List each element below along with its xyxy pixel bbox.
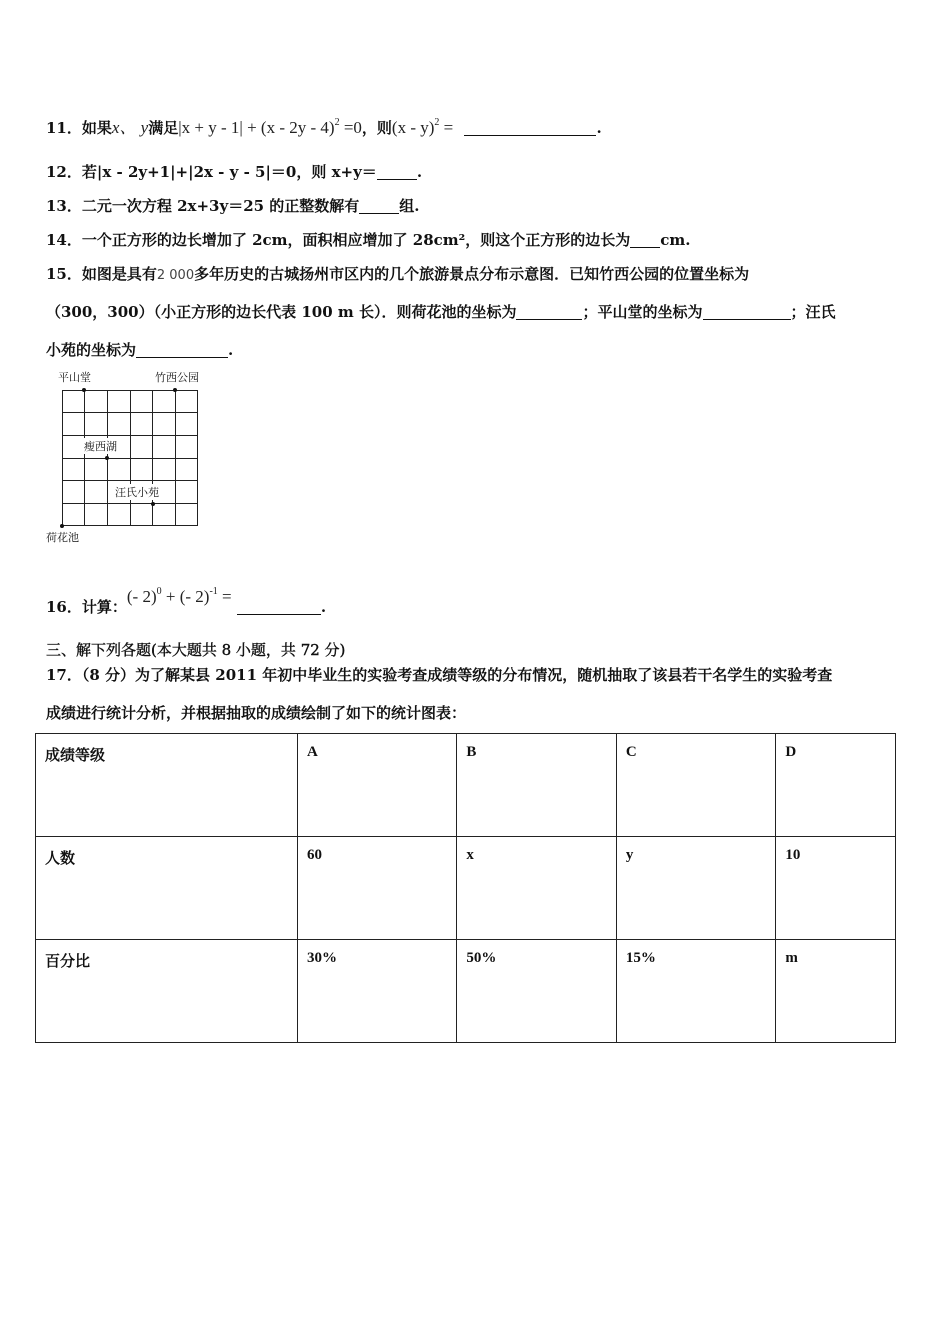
table-cell: 15% — [616, 940, 775, 1043]
point-hehuachi — [60, 524, 64, 528]
q15-text-f: 小苑的坐标为 — [46, 341, 137, 359]
table-cell: 成绩等级 — [36, 734, 298, 837]
q15-blank-wangshi[interactable] — [136, 343, 228, 358]
table-cell: 百分比 — [36, 940, 298, 1043]
table-cell: x — [457, 837, 616, 940]
q15-blank-hehuachi[interactable] — [516, 305, 582, 320]
q14-answer-blank[interactable] — [630, 233, 660, 248]
q13-end: 组. — [399, 197, 420, 215]
table-row-count — [36, 837, 896, 940]
q16-expression: (- 2)$^0$ + (- 2)$^{-1}$ = — [126, 586, 232, 606]
section-3-title: 三、解下列各题(本大题共 8 小题，共 72 分) — [46, 641, 346, 659]
label-wangshi-garden: 汪氏小苑 — [115, 486, 159, 499]
q15-text-d: ；平山堂的坐标为 — [582, 303, 703, 321]
point-shouxihu — [105, 456, 109, 460]
table-cell: 60 — [297, 837, 456, 940]
q16-end: . — [320, 598, 327, 616]
table-row-percent — [36, 940, 896, 1043]
label-zhuxi-park: 竹西公园 — [155, 371, 199, 384]
q15-years: 2 000 — [156, 268, 195, 283]
question-14 — [46, 230, 690, 250]
table-cell: 50% — [457, 940, 616, 1043]
q11-text-satisfy: 满足 — [148, 119, 179, 137]
q11-end: . — [596, 119, 602, 137]
q15-text-c: （300，300）（小正方形的边长代表 100 m 长）．则荷花池的坐标为 — [46, 303, 517, 321]
q15-text-a: 15．如图是具有 — [46, 265, 157, 283]
q11-equation: |x + y - 1| + (x - 2y - 4)$^2$ =0 — [178, 117, 362, 137]
table-cell: 10 — [776, 837, 896, 940]
q14-text: 14．一个正方形的边长增加了 2cm，面积相应增加了 28cm²，则这个正方形的边长为 — [46, 231, 631, 249]
question-13 — [46, 196, 420, 216]
table-cell: A — [297, 734, 456, 837]
label-hehuachi: 荷花池 — [46, 531, 79, 544]
table-cell: 人数 — [36, 837, 298, 940]
table-cell: m — [776, 940, 896, 1043]
point-zhuxi-park — [173, 388, 177, 392]
q11-text-then: ，则 — [361, 119, 392, 137]
q15-text-e: ；汪氏 — [790, 303, 836, 321]
q11-number: 11． — [46, 119, 82, 137]
grade-distribution-table — [35, 733, 896, 1043]
q11-text: 如果 — [81, 119, 112, 137]
q12-answer-blank[interactable] — [377, 165, 417, 180]
question-15-line-3 — [46, 340, 233, 360]
q11-answer-blank[interactable] — [464, 121, 596, 136]
question-12 — [46, 162, 422, 182]
coordinate-grid — [62, 390, 198, 526]
question-15-line-1 — [46, 264, 749, 286]
point-wangshi — [151, 502, 155, 506]
q15-blank-pingshantang[interactable] — [703, 305, 791, 320]
q11-vars: x、 y — [111, 118, 149, 137]
table-cell: 30% — [297, 940, 456, 1043]
q16-answer-blank[interactable] — [237, 600, 321, 615]
label-shouxihu: 瘦西湖 — [84, 440, 117, 453]
question-16 — [46, 586, 327, 617]
question-11 — [46, 113, 602, 138]
table-cell: B — [457, 734, 616, 837]
q14-end: cm. — [660, 231, 691, 249]
table-cell: y — [616, 837, 775, 940]
table-row-grade — [36, 734, 896, 837]
table-cell: C — [616, 734, 775, 837]
q13-text: 13．二元一次方程 2x+3y＝25 的正整数解有 — [46, 197, 360, 215]
q13-answer-blank[interactable] — [359, 199, 399, 214]
q12-text: 12．若|x - 2y+1|+|2x - y - 5|＝0，则 x+y＝ — [46, 163, 377, 181]
question-17-line-1: 17．（8 分）为了解某县 2011 年初中毕业生的实验考查成绩等级的分布情况，随机抽取了该县若干名学生的实验考查 — [46, 666, 833, 684]
point-pingshantang — [82, 388, 86, 392]
q16-label: 16．计算： — [46, 598, 127, 616]
q15-text-b: 多年历史的古城扬州市区内的几个旅游景点分布示意图．已知竹西公园的位置坐标为 — [194, 265, 750, 283]
q15-end: . — [228, 341, 234, 359]
table-cell: D — [776, 734, 896, 837]
question-17-line-2: 成绩进行统计分析，并根据抽取的成绩绘制了如下的统计图表： — [46, 704, 467, 722]
label-pingshantang: 平山堂 — [58, 371, 91, 384]
q11-ask-expr: (x - y)$^2$ = — [391, 117, 454, 137]
q12-end: . — [416, 163, 423, 181]
question-15-line-2 — [46, 302, 836, 322]
